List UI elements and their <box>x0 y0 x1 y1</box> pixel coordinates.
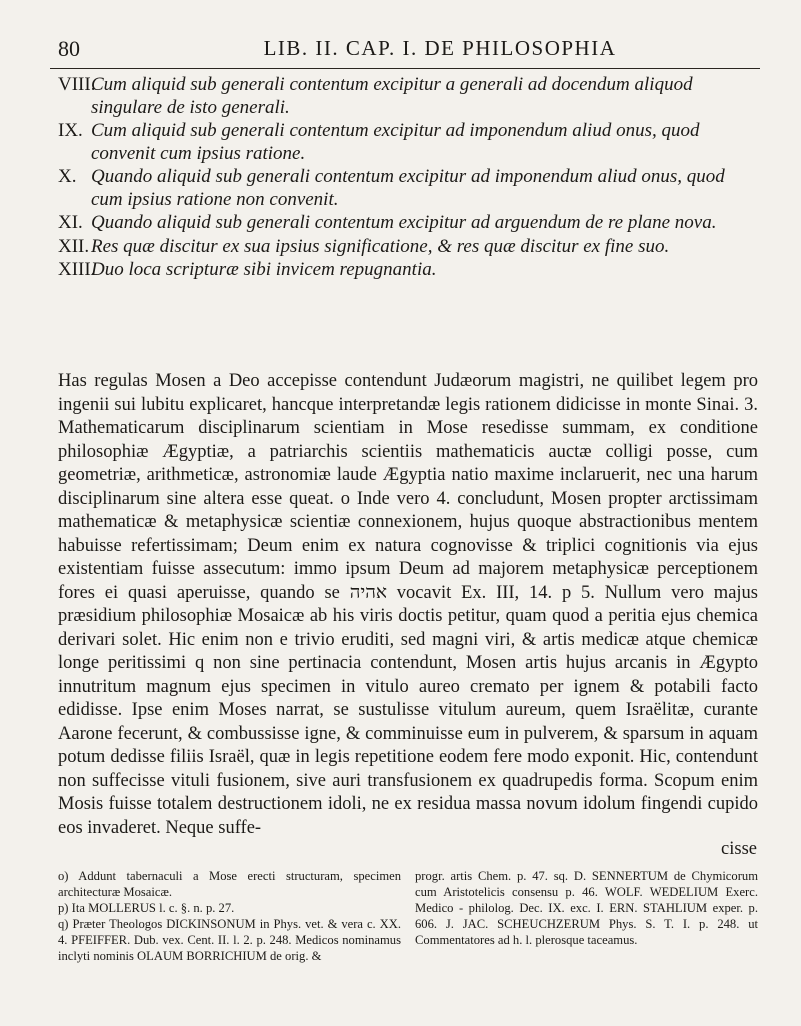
page-number: 80 <box>58 36 80 61</box>
page-header <box>50 36 760 70</box>
rule-item <box>58 236 758 259</box>
footnotes-right-column <box>415 868 758 964</box>
rule-number: X. <box>58 166 77 187</box>
rule-item <box>58 212 758 235</box>
running-title: LIB. II. CAP. I. DE PHILOSOPHIA <box>263 36 617 60</box>
rule-number: VIII. <box>58 74 96 95</box>
rule-number: XIII. <box>58 259 96 280</box>
footnotes <box>58 868 758 964</box>
rule-item <box>58 166 758 211</box>
footnote: q) Præter Theologos DICKINSONUM in Phys. vet. & vera c. XX. 4. PFEIFFER. Dub. vex. Cent. II. l. 2. p. 248. Medicos nominamus inclyti nominis OLAUM BORRICHIUM de orig. & <box>58 917 401 963</box>
rule-number: XII. <box>58 235 90 257</box>
body-paragraph: Has regulas Mosen a Deo accepisse contendunt Judæorum magistri, ne quilibet legem pro ingenii sui lubitu explicaret, hancque interpretandæ legis rationem didicisse in monte Sinai. 3. Mathematicarum disciplinarum scientiam in Mose resedisse summam, ex conditione philosophiæ Ægyptiæ, a patriarchis scientiis mathematicis auctæ colligi posse, cum geometriæ, arithmeticæ, astronomiæ laude Ægyptia natio maxime inclaruerit, nec una harum disciplinarum sine altera esse queat. o Inde vero 4. concludunt, Mosen propter arctissimam mathematicæ & metaphysicæ scientiæ connexionem, hujus quoque abstractionibus mentem habuisse refertissimam; Deum enim ex natura cognovisse & triplici cognitionis via ejus existentiam fuisse assecutum: immo ipsum Deum ad majorem metaphysicæ perceptionem fores ei quasi aperuisse, quando se אהיה vocavit Ex. III, 14. p 5. Nullum vero majus præsidium philosophiæ Mosaicæ ab his viris doctis petitur, quam quod a peritia ejus chemica derivari solet. Hic enim non e trivio eruditi, sed magni viri, & artis medicæ atque chemicæ longe peritissimi q non sine pertinacia contendunt, Mosen artis hujus arcanis in Ægypto innutritum magnum ejus specimen in vitulo aureo cremato per ignem & potabili facto edidisse. Ipse enim Moses narrat, se sustulisse vitulum aureum, quem Israëlitæ, curante Aarone fecerunt, & combussisse igne, & comminuisse eum in pulverem, & sparsum in aquam potum dedisse filiis Israël, quæ in legis repetitione eodem fere modo exponit. Hic, contendunt non suffecisse vituli fusionem, sive auri transfusionem ex quadrupedis forma. Scopum enim Mosis fuisse totalem destructionem idoli, ne ex residua massa novum idolum fingendi cupido eos invaderet. Neque suffe- <box>58 371 759 838</box>
header-rule <box>50 68 760 69</box>
rule-text: Cum aliquid sub generali contentum excipitur a generali ad docendum aliquod singulare de isto generali. <box>91 74 693 118</box>
main-text <box>58 370 758 840</box>
rule-text: Duo loca scripturæ sibi invicem repugnantia. <box>91 259 437 280</box>
rule-item <box>58 120 758 165</box>
rule-text: Quando aliquid sub generali contentum excipitur ad imponendum aliud onus, quod cum ipsius ratione non convenit. <box>91 166 725 210</box>
rule-text: Quando aliquid sub generali contentum excipitur ad arguendum de re plane nova. <box>91 212 717 233</box>
footnotes-left-column <box>58 868 401 964</box>
footnote: o) Addunt tabernaculi a Mose erecti structuram, specimen architecturæ Mosaicæ. <box>58 869 401 899</box>
rule-number: XI. <box>58 212 83 233</box>
rules-list <box>58 74 758 283</box>
catchword: cisse <box>721 839 757 859</box>
rule-item <box>58 259 758 282</box>
footnote-continuation: progr. artis Chem. p. 47. sq. D. SENNERTUM de Chymicorum cum Aristotelicis consensu p. 46. WOLF. WEDELIUM Exerc. Medico - philolog. Dec. IX. exc. I. ERN. STAHLIUM exper. p. 606. J. JAC. SCHEUCHZERUM Phys. S. T. I. p. 248. ut Commentatores ad h. l. plerosque taceamus. <box>415 869 758 947</box>
rule-text: Res quæ discitur ex sua ipsius significatione, & res quæ discitur ex fine suo. <box>91 235 670 257</box>
rule-item <box>58 74 758 119</box>
footnote: p) Ita MOLLERUS l. c. §. n. p. 27. <box>58 901 235 915</box>
rule-number: IX. <box>58 120 83 141</box>
rule-text: Cum aliquid sub generali contentum excipitur ad imponendum aliud onus, quod convenit cum ipsius ratione. <box>91 120 700 164</box>
